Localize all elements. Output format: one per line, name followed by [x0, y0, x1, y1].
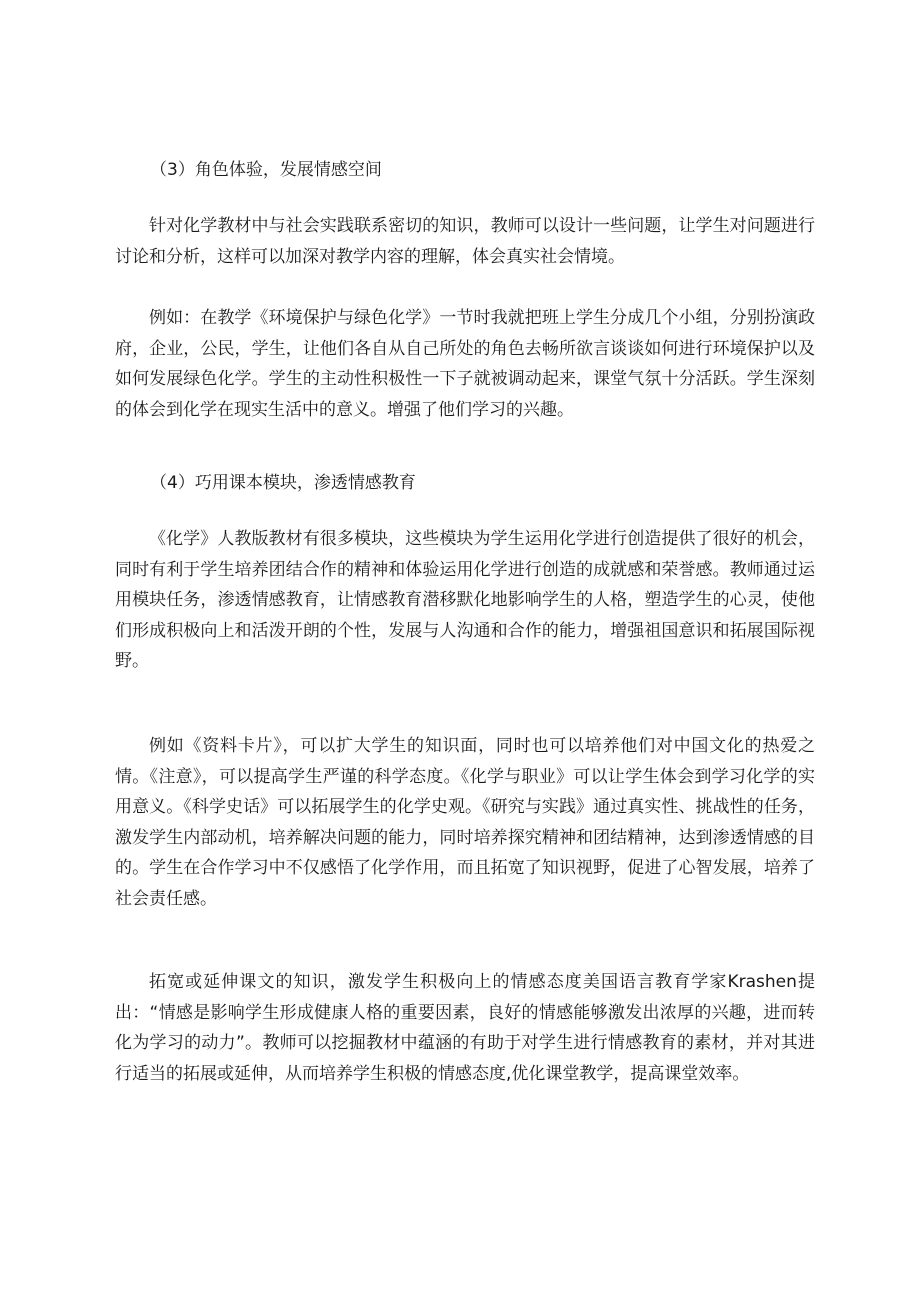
paragraph-module-examples: 例如《资料卡片》，可以扩大学生的知识面，同时也可以培养他们对中国文化的热爱之情。《注意》，可以提高学生严谨的科学态度。《化学与职业》可以让学生体会到学习化学的实用意义。《科学史话》可以拓展学生的化学史观。《研究与实践》通过真实性、挑战性的任务，激发学生内部动机，培养解决问题的能力，同时培养探究精神和团结精神，达到渗透情感的目的。学生在合作学习中不仅感悟了化学作用，而且拓宽了知识视野，促进了心智发展，培养了社会责任感。 [115, 736, 815, 909]
paragraph-textbook-modules: 《化学》人教版教材有很多模块，这些模块为学生运用化学进行创造提供了很好的机会，同时有利于学生培养团结合作的精神和体验运用化学进行创造的成就感和荣誉感。教师通过运用模块任务，渗透情感教育，让情感教育潜移默化地影响学生的人格，塑造学生的心灵，使他们形成积极向上和活泼开朗的个性，发展与人沟通和合作的能力，增强祖国意识和拓展国际视野。 [115, 529, 815, 671]
paragraph-krashen-quote: 拓宽或延伸课文的知识，激发学生积极向上的情感态度美国语言教育学家Krashen提出：“情感是影响学生形成健康人格的重要因素，良好的情感能够激发出浓厚的兴趣，进而转化为学习的动力”。教师可以挖掘教材中蕴涵的有助于对学生进行情感教育的素材，并对其进行适当的拓展或延伸，从而培养学生积极的情感态度,优化课堂教学，提高课堂效率。 [115, 972, 815, 1084]
paragraph-example-green-chemistry: 例如：在教学《环境保护与绿色化学》一节时我就把班上学生分成几个小组，分别扮演政府，企业，公民，学生，让他们各自从自己所处的角色去畅所欲言谈谈如何进行环境保护以及如何发展绿色化学。学生的主动性积极性一下子就被调动起来，课堂气氛十分活跃。学生深刻的体会到化学在现实生活中的意义。增强了他们学习的兴趣。 [115, 308, 815, 420]
section-heading-4: （4）巧用课本模块，渗透情感教育 [150, 473, 416, 493]
section-heading-3: （3）角色体验，发展情感空间 [150, 160, 382, 180]
paragraph-role-experience: 针对化学教材中与社会实践联系密切的知识，教师可以设计一些问题，让学生对问题进行讨论和分析，这样可以加深对教学内容的理解，体会真实社会情境。 [115, 216, 815, 267]
